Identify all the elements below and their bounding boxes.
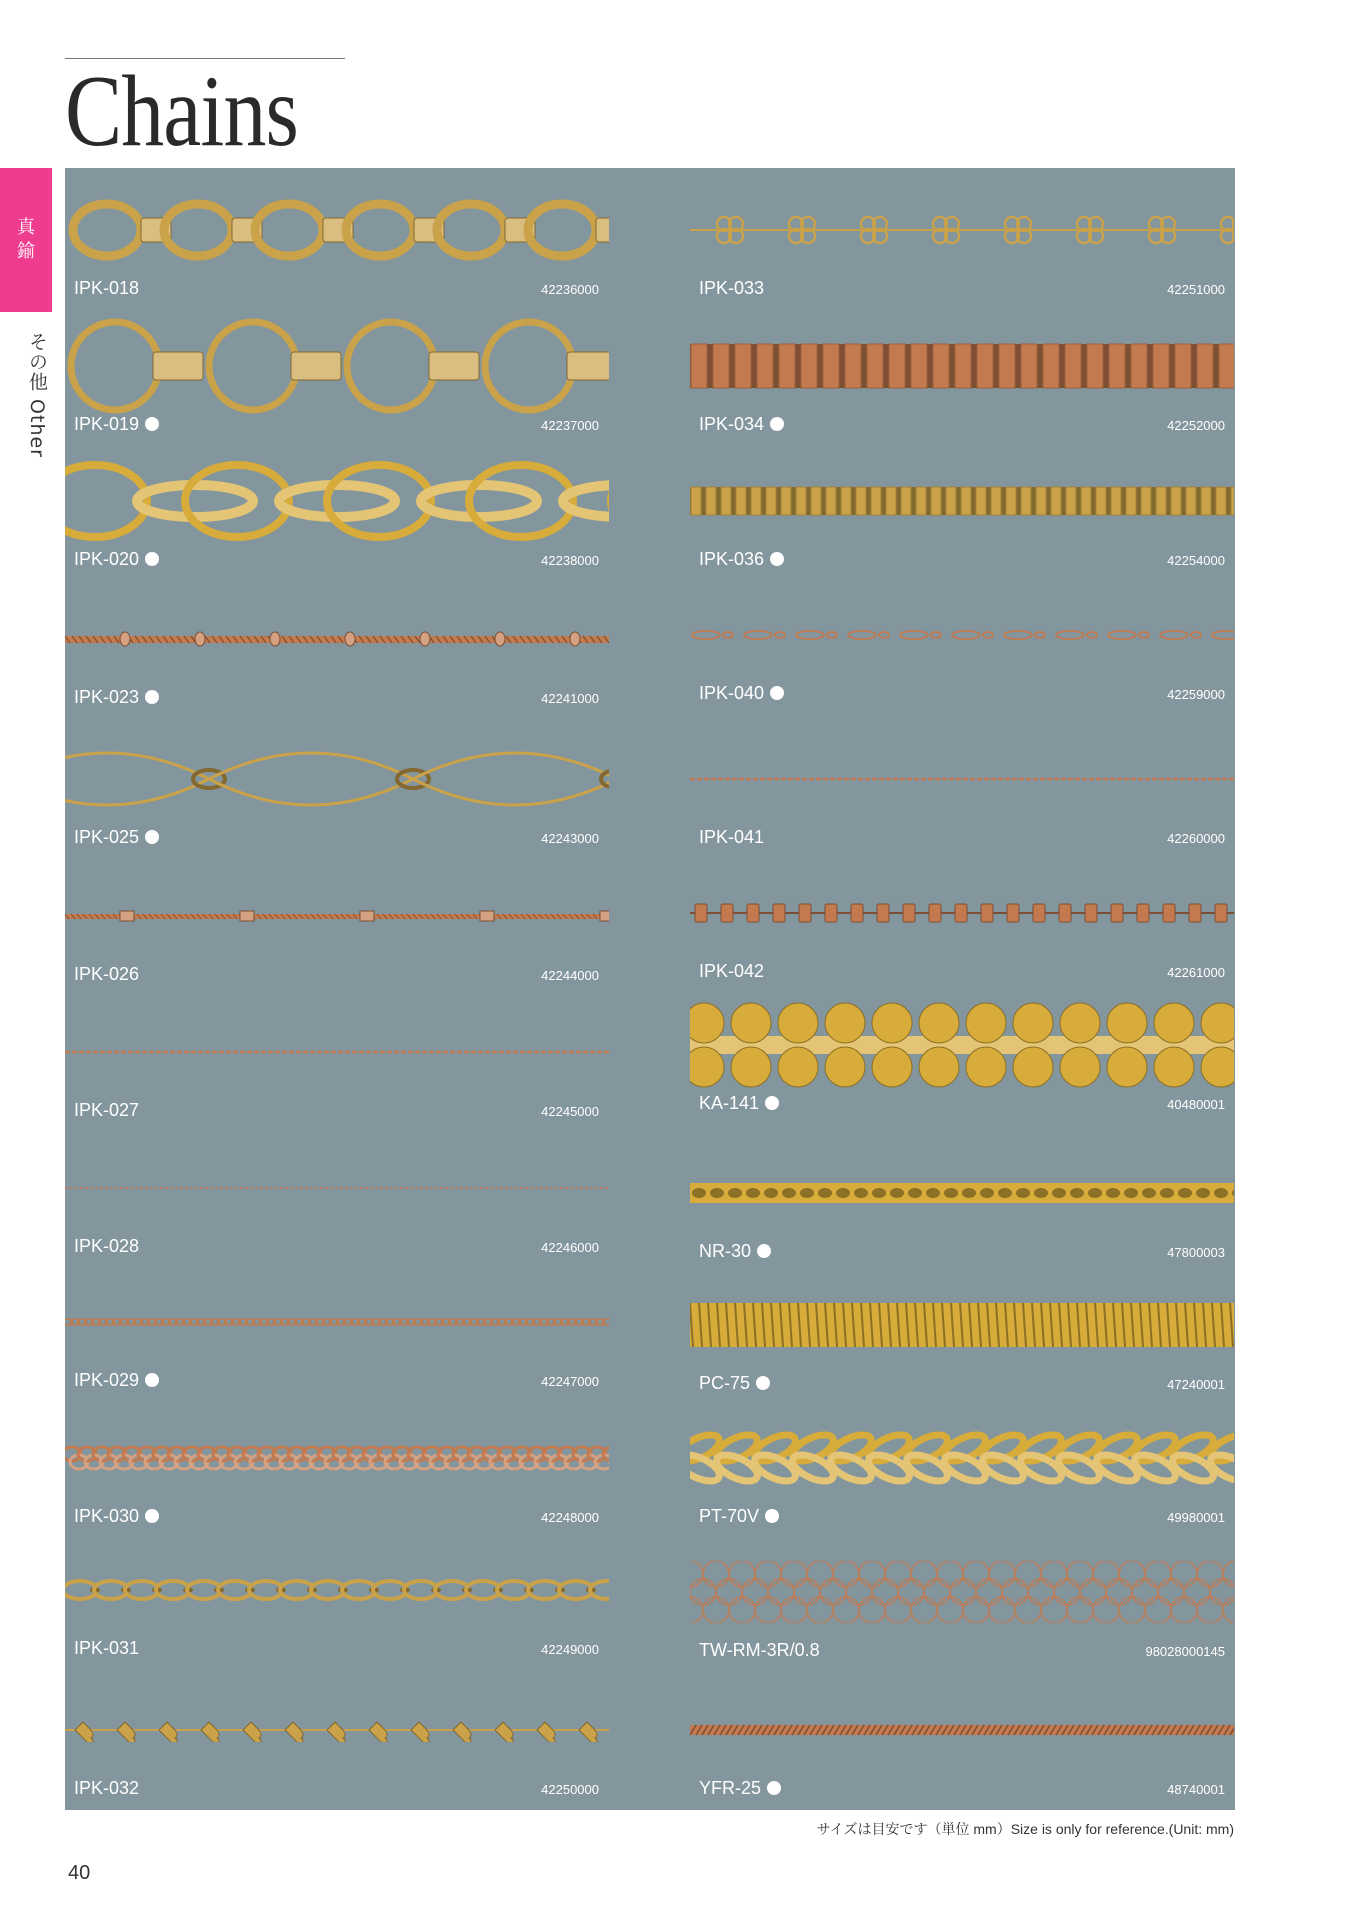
- availability-dot-icon: [765, 1096, 779, 1110]
- product-code: [74, 549, 159, 570]
- chain-image: [65, 906, 609, 926]
- availability-dot-icon: [767, 1781, 781, 1795]
- chain-item: [65, 854, 609, 996]
- product-code: [699, 827, 764, 848]
- product-code-text: IPK-026: [74, 964, 140, 984]
- availability-dot-icon: [770, 686, 784, 700]
- chain-item: [65, 1668, 609, 1810]
- product-code-text: IPK-042: [699, 961, 765, 981]
- chain-item: [690, 168, 1235, 310]
- chain-illustration: [65, 318, 609, 414]
- chain-item: [690, 1668, 1235, 1810]
- product-code-text: IPK-032: [74, 1778, 140, 1798]
- side-label-other: その他 Other: [26, 332, 48, 458]
- product-code: [74, 1236, 139, 1257]
- chain-item: [65, 990, 609, 1132]
- chain-illustration: [690, 1300, 1234, 1350]
- product-code: [74, 1506, 159, 1527]
- chain-illustration: [65, 1178, 609, 1198]
- availability-dot-icon: [145, 1373, 159, 1387]
- availability-dot-icon: [756, 1376, 770, 1390]
- product-code-text: NR-30: [699, 1241, 752, 1261]
- chain-image: [690, 483, 1234, 519]
- page-title: Chains: [65, 55, 298, 168]
- product-number: 42251000: [1167, 282, 1225, 297]
- availability-dot-icon: [145, 417, 159, 431]
- chain-illustration: [690, 1000, 1234, 1090]
- chain-image: [65, 629, 609, 649]
- product-code: [74, 1778, 139, 1799]
- chain-illustration: [690, 1430, 1234, 1486]
- product-number: 42244000: [541, 968, 599, 983]
- chain-item: [65, 439, 609, 581]
- chain-image: [65, 1444, 609, 1472]
- product-code: [699, 1778, 781, 1799]
- chain-illustration: [690, 625, 1234, 645]
- chain-item: [65, 1126, 609, 1268]
- availability-dot-icon: [145, 1509, 159, 1523]
- page-number: 40: [68, 1862, 91, 1884]
- tab-char-2: 鍮: [17, 241, 35, 262]
- chain-image: [65, 1042, 609, 1062]
- product-number: 42237000: [541, 418, 599, 433]
- product-code-text: IPK-023: [74, 687, 140, 707]
- chain-item: [690, 717, 1235, 859]
- availability-dot-icon: [145, 830, 159, 844]
- product-number: 98028000145: [1145, 1644, 1225, 1659]
- chain-item: [690, 304, 1235, 446]
- chain-image: [690, 1720, 1234, 1740]
- product-code: [74, 1638, 139, 1659]
- product-code-text: IPK-028: [74, 1236, 140, 1256]
- product-number: 42260000: [1167, 831, 1225, 846]
- chain-illustration: [690, 213, 1234, 247]
- product-code: [699, 414, 784, 435]
- tab-char-1: 真: [17, 216, 35, 238]
- product-number: 42241000: [541, 691, 599, 706]
- product-number: 42259000: [1167, 687, 1225, 702]
- chain-item: [65, 717, 609, 859]
- chain-item: [690, 1530, 1235, 1672]
- chain-item: [690, 1396, 1235, 1538]
- product-code-text: IPK-018: [74, 278, 140, 298]
- chain-illustration: [65, 739, 609, 819]
- product-code: [699, 278, 764, 299]
- chain-image: [65, 318, 609, 414]
- chain-image: [65, 739, 609, 819]
- chain-illustration: [690, 483, 1234, 519]
- product-code-text: IPK-040: [699, 683, 765, 703]
- availability-dot-icon: [757, 1244, 771, 1258]
- product-code: [699, 683, 784, 704]
- chain-image: [690, 1000, 1234, 1090]
- product-code: [74, 278, 139, 299]
- product-number: 42243000: [541, 831, 599, 846]
- chain-item: [65, 1528, 609, 1670]
- chain-illustration: [65, 1312, 609, 1332]
- product-number: 40480001: [1167, 1097, 1225, 1112]
- chain-image: [65, 456, 609, 546]
- chain-image: [65, 1312, 609, 1332]
- product-number: 42249000: [541, 1642, 599, 1657]
- chain-image: [690, 1561, 1234, 1623]
- chain-illustration: [690, 900, 1234, 926]
- chain-image: [690, 213, 1234, 247]
- chain-image: [690, 625, 1234, 645]
- chain-item: [690, 439, 1235, 581]
- product-code: [699, 1373, 770, 1394]
- product-code-text: IPK-019: [74, 414, 140, 434]
- chain-illustration: [65, 195, 609, 265]
- product-code: [699, 961, 764, 982]
- chain-item: [690, 851, 1235, 993]
- product-number: 42247000: [541, 1374, 599, 1389]
- chain-image: [690, 900, 1234, 926]
- product-code-text: IPK-020: [74, 549, 140, 569]
- chain-illustration: [65, 456, 609, 546]
- availability-dot-icon: [770, 417, 784, 431]
- product-code-text: PT-70V: [699, 1506, 760, 1526]
- product-code: [699, 549, 784, 570]
- product-code-text: IPK-041: [699, 827, 765, 847]
- chain-image: [690, 769, 1234, 789]
- chain-item: [65, 1396, 609, 1538]
- availability-dot-icon: [145, 690, 159, 704]
- product-code: [699, 1241, 771, 1262]
- product-number: 42245000: [541, 1104, 599, 1119]
- product-number: 42246000: [541, 1240, 599, 1255]
- product-number: 42236000: [541, 282, 599, 297]
- product-number: 42252000: [1167, 418, 1225, 433]
- chain-image: [65, 195, 609, 265]
- chain-illustration: [690, 1183, 1234, 1203]
- chain-image: [690, 1430, 1234, 1486]
- product-number: 48740001: [1167, 1782, 1225, 1797]
- product-number: 42238000: [541, 553, 599, 568]
- product-code-text: YFR-25: [699, 1778, 762, 1798]
- product-code-text: IPK-029: [74, 1370, 140, 1390]
- chain-item: [690, 573, 1235, 715]
- chain-illustration: [65, 1718, 609, 1742]
- size-note: サイズは目安です（単位 mm）Size is only for reference.(Unit: mm): [816, 1821, 1234, 1837]
- chain-illustration: [690, 339, 1234, 393]
- chain-image: [65, 1178, 609, 1198]
- product-number: 42261000: [1167, 965, 1225, 980]
- product-code-text: IPK-034: [699, 414, 765, 434]
- product-code: [74, 1370, 159, 1391]
- product-code: [699, 1506, 779, 1527]
- product-code-text: IPK-036: [699, 549, 765, 569]
- availability-dot-icon: [765, 1509, 779, 1523]
- product-code: [74, 964, 139, 985]
- product-number: 49980001: [1167, 1510, 1225, 1525]
- product-code-text: IPK-033: [699, 278, 765, 298]
- chain-item: [65, 168, 609, 310]
- chain-illustration: [65, 1042, 609, 1062]
- chain-illustration: [65, 906, 609, 926]
- chain-item: [65, 304, 609, 446]
- chain-image: [65, 1718, 609, 1742]
- chain-illustration: [65, 629, 609, 649]
- product-code: [699, 1093, 779, 1114]
- chain-image: [690, 339, 1234, 393]
- product-code-text: KA-141: [699, 1093, 760, 1113]
- product-number: 47800003: [1167, 1245, 1225, 1260]
- chain-item: [65, 577, 609, 719]
- product-code: [699, 1640, 820, 1661]
- chain-illustration: [690, 1720, 1234, 1740]
- product-code-text: PC-75: [699, 1373, 751, 1393]
- chain-illustration: [65, 1577, 609, 1603]
- product-number: 42248000: [541, 1510, 599, 1525]
- chain-image: [690, 1183, 1234, 1203]
- availability-dot-icon: [145, 552, 159, 566]
- product-number: 42250000: [541, 1782, 599, 1797]
- product-number: 42254000: [1167, 553, 1225, 568]
- product-code-text: IPK-027: [74, 1100, 140, 1120]
- product-code-text: IPK-025: [74, 827, 140, 847]
- product-number: 47240001: [1167, 1377, 1225, 1392]
- chain-item: [65, 1260, 609, 1402]
- availability-dot-icon: [770, 552, 784, 566]
- category-tab-brass: [0, 168, 52, 312]
- product-code: [74, 1100, 139, 1121]
- chain-item: [690, 1263, 1235, 1405]
- chain-item: [690, 983, 1235, 1125]
- catalog-panel: [65, 168, 1235, 1810]
- chain-illustration: [690, 1561, 1234, 1623]
- product-code: [74, 414, 159, 435]
- product-code: [74, 687, 159, 708]
- product-code-text: IPK-031: [74, 1638, 140, 1658]
- chain-illustration: [65, 1444, 609, 1472]
- chain-image: [65, 1577, 609, 1603]
- chain-illustration: [690, 769, 1234, 789]
- chain-item: [690, 1131, 1235, 1273]
- chain-image: [690, 1300, 1234, 1350]
- product-code: [74, 827, 159, 848]
- product-code-text: IPK-030: [74, 1506, 140, 1526]
- product-code-text: TW-RM-3R/0.8: [699, 1640, 820, 1660]
